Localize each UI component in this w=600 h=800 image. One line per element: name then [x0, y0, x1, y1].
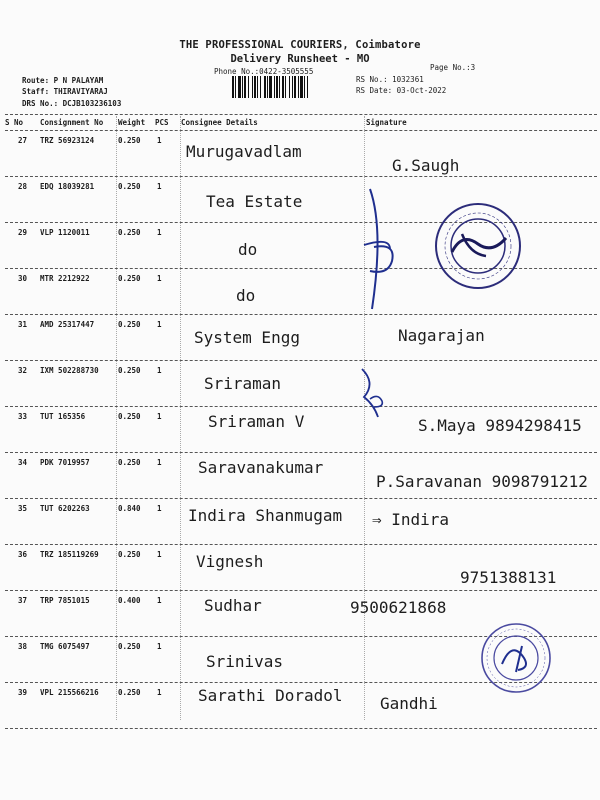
row-consignment-no: MTR 2212922 [40, 274, 90, 283]
row-consignee-handwriting: Sriraman V [208, 412, 305, 431]
header-rule-bottom [5, 130, 597, 131]
row-consignee-handwriting: Sriraman [204, 374, 282, 393]
row-consignment-no: AMD 25317447 [40, 320, 95, 329]
row-divider [5, 590, 597, 591]
col-consignment-header: Consignment No [40, 118, 104, 127]
staff-label: Staff: THIRAVIYARAJ [22, 87, 108, 96]
row-signature-handwriting: Gandhi [380, 694, 438, 713]
tea-estate-stamp [432, 200, 524, 292]
row-pcs: 1 [157, 182, 162, 191]
col-sno-header: S No [5, 118, 24, 127]
row-pcs: 1 [157, 458, 162, 467]
barcode [232, 76, 350, 98]
row-weight: 0.250 [118, 412, 141, 421]
row-signature-handwriting: 9751388131 [460, 568, 557, 587]
row-divider [5, 544, 597, 545]
signature-scribble [350, 185, 410, 315]
row-divider [5, 406, 597, 407]
header-rule-top [5, 114, 597, 115]
row-consignee-handwriting: Indira Shanmugam [188, 506, 343, 525]
col-signature-header: Signature [366, 118, 407, 127]
row-sno: 38 [18, 642, 28, 651]
row-divider [5, 498, 597, 499]
company-name: THE PROFESSIONAL COURIERS, Coimbatore [179, 39, 421, 51]
row-consignment-no: TUT 6202263 [40, 504, 90, 513]
row-pcs: 1 [157, 228, 162, 237]
page-number: Page No.:3 [430, 63, 476, 72]
col-consignee-header: Consignee Details [181, 118, 258, 127]
col-weight-header: Weight [118, 118, 146, 127]
row-divider [5, 314, 597, 315]
row-consignment-no: TRP 7851015 [40, 596, 90, 605]
row-consignment-no: EDQ 18039281 [40, 182, 95, 191]
row-sno: 35 [18, 504, 28, 513]
row-divider [5, 728, 597, 729]
row-pcs: 1 [157, 504, 162, 513]
row-sno: 36 [18, 550, 28, 559]
rs-date: RS Date: 03-Oct-2022 [356, 86, 447, 95]
row-consignee-handwriting: Tea Estate [206, 192, 303, 211]
row-consignee-handwriting: Saravanakumar [198, 458, 324, 477]
row-signature-handwriting: Nagarajan [398, 326, 485, 345]
row-consignee-handwriting: Vignesh [196, 552, 264, 571]
row-consignee-handwriting: System Engg [194, 328, 300, 347]
row-consignee-handwriting: Sarathi Doradol [198, 686, 343, 705]
row-signature-handwriting: P.Saravanan 9098791212 [376, 472, 588, 491]
row-consignment-no: TRZ 56923124 [40, 136, 95, 145]
route-label: Route: P N PALAYAM [22, 76, 104, 85]
row-weight: 0.250 [118, 182, 141, 191]
row-signature-handwriting: 9500621868 [350, 598, 447, 617]
row-weight: 0.250 [118, 320, 141, 329]
row-sno: 33 [18, 412, 28, 421]
row-sno: 27 [18, 136, 28, 145]
row-pcs: 1 [157, 412, 162, 421]
row-sno: 29 [18, 228, 28, 237]
row-pcs: 1 [157, 274, 162, 283]
round-seal-stamp [478, 620, 554, 696]
phone-number: Phone No.:0422-3505555 [214, 67, 314, 76]
row-pcs: 1 [157, 320, 162, 329]
row-consignee-handwriting: Srinivas [206, 652, 284, 671]
row-sno: 34 [18, 458, 28, 467]
row-signature-handwriting: G.Saugh [392, 156, 460, 175]
row-weight: 0.250 [118, 550, 141, 559]
row-consignment-no: VPL 215566216 [40, 688, 99, 697]
row-pcs: 1 [157, 688, 162, 697]
row-consignment-no: VLP 1120011 [40, 228, 90, 237]
row-pcs: 1 [157, 642, 162, 651]
row-sno: 32 [18, 366, 28, 375]
row-pcs: 1 [157, 550, 162, 559]
row-pcs: 1 [157, 136, 162, 145]
row-weight: 0.250 [118, 458, 141, 467]
signature-scribble [356, 365, 396, 425]
row-divider [5, 452, 597, 453]
rs-number: RS No.: 1032361 [356, 75, 424, 84]
row-sno: 37 [18, 596, 28, 605]
row-divider [5, 176, 597, 177]
col-pcs-header: PCS [155, 118, 169, 127]
row-weight: 0.840 [118, 504, 141, 513]
row-weight: 0.250 [118, 688, 141, 697]
row-sno: 39 [18, 688, 28, 697]
drs-number: DRS No.: DCJB103236103 [22, 99, 122, 108]
row-weight: 0.250 [118, 274, 141, 283]
row-weight: 0.250 [118, 366, 141, 375]
row-consignee-handwriting: do [238, 240, 258, 259]
row-consignee-handwriting: Sudhar [204, 596, 262, 615]
row-pcs: 1 [157, 366, 162, 375]
row-consignment-no: TUT 165356 [40, 412, 86, 421]
row-weight: 0.250 [118, 228, 141, 237]
document-title: Delivery Runsheet - MO [230, 53, 370, 65]
row-signature-handwriting: S.Maya 9894298415 [418, 416, 582, 435]
row-consignment-no: TMG 6075497 [40, 642, 90, 651]
row-weight: 0.250 [118, 642, 141, 651]
row-consignee-handwriting: do [236, 286, 256, 305]
row-divider [5, 360, 597, 361]
row-weight: 0.400 [118, 596, 141, 605]
row-consignment-no: IXM 502288730 [40, 366, 99, 375]
row-signature-handwriting: ⇒ Indira [372, 510, 450, 529]
row-pcs: 1 [157, 596, 162, 605]
row-consignment-no: TRZ 185119269 [40, 550, 99, 559]
row-sno: 31 [18, 320, 28, 329]
row-sno: 30 [18, 274, 28, 283]
row-weight: 0.250 [118, 136, 141, 145]
row-consignment-no: PDK 7019957 [40, 458, 90, 467]
row-consignee-handwriting: Murugavadlam [186, 142, 302, 161]
row-sno: 28 [18, 182, 28, 191]
